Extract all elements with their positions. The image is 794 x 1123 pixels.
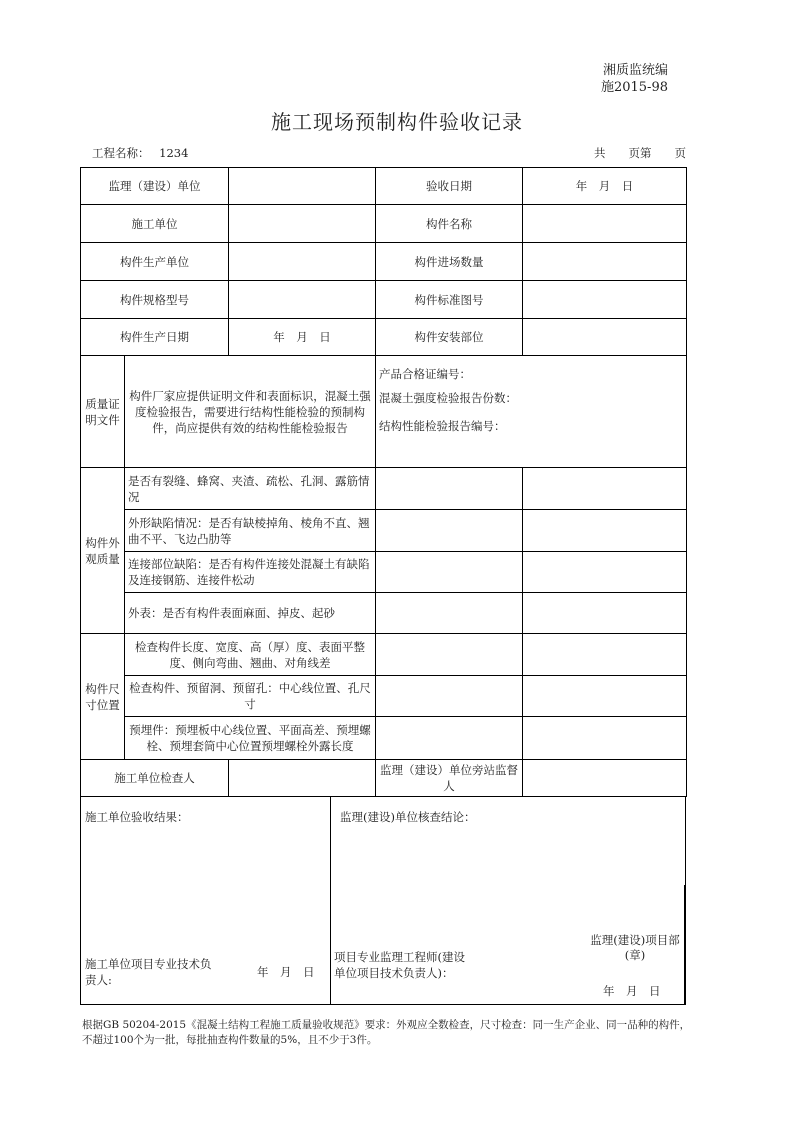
appearance-item: 外形缺陷情况：是否有缺棱掉角、棱角不直、翘曲不平、飞边凸肋等 (125, 510, 376, 552)
form-code: 施2015-98 (600, 80, 668, 95)
dimension-row (81, 717, 687, 760)
dimension-item: 检查构件长度、宽度、高（厚）度、表面平整度、侧向弯曲、翘曲、对角线差 (125, 634, 376, 676)
quality-docs-label: 质量证明文件 (81, 356, 125, 468)
acceptance-date-label: 验收日期 (376, 168, 523, 205)
supervisor-date: 年 月 日 (603, 984, 661, 998)
dimension-item: 检查构件、预留洞、预留孔：中心线位置、孔尺寸 (125, 676, 376, 717)
dimension-row (81, 634, 687, 676)
install-location-label: 构件安装部位 (376, 319, 523, 356)
supervisor-dept-seal: 监理(建设)项目部(章) (590, 933, 680, 962)
entry-quantity-label: 构件进场数量 (376, 243, 523, 281)
production-date-field[interactable]: 年 月 日 (229, 319, 376, 356)
producer-unit-field[interactable] (229, 243, 376, 281)
spec-model-label: 构件规格型号 (81, 281, 229, 319)
dimension-row (81, 676, 687, 717)
form-row (81, 205, 687, 243)
appearance-row (81, 593, 687, 634)
acceptance-form-table (80, 167, 687, 797)
acceptance-date-field[interactable]: 年 月 日 (523, 168, 687, 205)
construction-result-label: 施工单位验收结果： (85, 810, 189, 824)
supervisor-unit-label: 监理（建设）单位 (81, 168, 229, 205)
supervisor-unit-field[interactable] (229, 168, 376, 205)
construction-signer-label: 施工单位项目专业技术负责人: (85, 957, 212, 987)
construction-unit-field[interactable] (229, 205, 376, 243)
component-name-field[interactable] (523, 205, 687, 243)
form-row (81, 281, 687, 319)
supervisor-signer-label: 项目专业监理工程师(建设单位项目技术负责人)： (334, 950, 465, 980)
supervisor-result-label: 监理(建设)单位核查结论： (340, 810, 476, 824)
page-title: 施工现场预制构件验收记录 (271, 110, 523, 134)
appearance-remark-field[interactable] (523, 510, 687, 552)
quality-docs-requirement: 构件厂家应提供证明文件和表面标识，混凝土强度检验报告，需要进行结构性能检验的预制构件，尚应提供有效的结构性能检验报告 (125, 356, 376, 468)
appearance-remark-field[interactable] (523, 468, 687, 510)
standard-drawing-field[interactable] (523, 281, 687, 319)
dimension-remark-field[interactable] (523, 676, 687, 717)
production-date-label: 构件生产日期 (81, 319, 229, 356)
standard-drawing-label: 构件标准图号 (376, 281, 523, 319)
appearance-result-field[interactable] (376, 552, 523, 593)
performance-report-number-label: 结构性能检验报告编号： (379, 419, 506, 433)
construction-date: 年 月 日 (257, 965, 315, 979)
supervisor-witness-label: 监理（建设）单位旁站监督人 (376, 760, 523, 797)
appearance-item: 是否有裂缝、蜂窝、夹渣、疏松、孔洞、露筋情况 (125, 468, 376, 510)
form-row (81, 319, 687, 356)
appearance-row (81, 510, 687, 552)
entry-quantity-field[interactable] (523, 243, 687, 281)
page-counter: 共 页第 页 (594, 146, 686, 160)
appearance-row (81, 552, 687, 593)
appearance-item: 连接部位缺陷：是否有构件连接处混凝土有缺陷及连接钢筋、连接件松动 (125, 552, 376, 593)
appearance-item: 外表：是否有构件表面麻面、掉皮、起砂 (125, 593, 376, 634)
publisher-label: 湘质监统编 (602, 63, 668, 78)
appearance-result-field[interactable] (376, 510, 523, 552)
inspector-row (81, 760, 687, 797)
dimension-item: 预埋件：预埋板中心线位置、平面高差、预埋螺栓、预埋套筒中心位置预埋螺栓外露长度 (125, 717, 376, 760)
construction-inspector-field[interactable] (229, 760, 376, 797)
conclusions-box (80, 796, 686, 1005)
component-name-label: 构件名称 (376, 205, 523, 243)
dimension-result-field[interactable] (376, 717, 523, 760)
project-name-row (92, 145, 188, 161)
project-name-label: 工程名称： (92, 146, 150, 160)
dimension-remark-field[interactable] (523, 634, 687, 676)
project-name-value: 1234 (159, 146, 189, 160)
appearance-label: 构件外观质量 (81, 468, 125, 634)
quality-docs-fields[interactable] (376, 356, 687, 468)
conclusions-divider (330, 797, 331, 1004)
quality-docs-row (81, 356, 687, 468)
form-row (81, 243, 687, 281)
construction-result-field[interactable] (85, 825, 325, 950)
dimensions-label: 构件尺寸位置 (81, 634, 125, 760)
appearance-row (81, 468, 687, 510)
dimension-result-field[interactable] (376, 634, 523, 676)
form-row (81, 168, 687, 205)
conclusions-right-border (684, 885, 686, 1004)
supervisor-witness-field[interactable] (523, 760, 687, 797)
spec-model-field[interactable] (229, 281, 376, 319)
footer-note: 根据GB 50204-2015《混凝土结构工程施工质量验收规范》要求：外观应全数检查，尺寸检查：同一生产企业、同一品种的构件，不超过100个为一批，每批抽查构件数量的5%，且不少于3件。 (82, 1019, 691, 1046)
appearance-result-field[interactable] (376, 593, 523, 634)
supervisor-result-field[interactable] (333, 825, 678, 933)
cert-number-label: 产品合格证编号： (379, 367, 471, 381)
construction-inspector-label: 施工单位检查人 (81, 760, 229, 797)
appearance-result-field[interactable] (376, 468, 523, 510)
producer-unit-label: 构件生产单位 (81, 243, 229, 281)
dimension-result-field[interactable] (376, 676, 523, 717)
strength-report-count-label: 混凝土强度检验报告份数： (379, 391, 517, 405)
appearance-remark-field[interactable] (523, 593, 687, 634)
construction-unit-label: 施工单位 (81, 205, 229, 243)
dimension-remark-field[interactable] (523, 717, 687, 760)
appearance-remark-field[interactable] (523, 552, 687, 593)
install-location-field[interactable] (523, 319, 687, 356)
